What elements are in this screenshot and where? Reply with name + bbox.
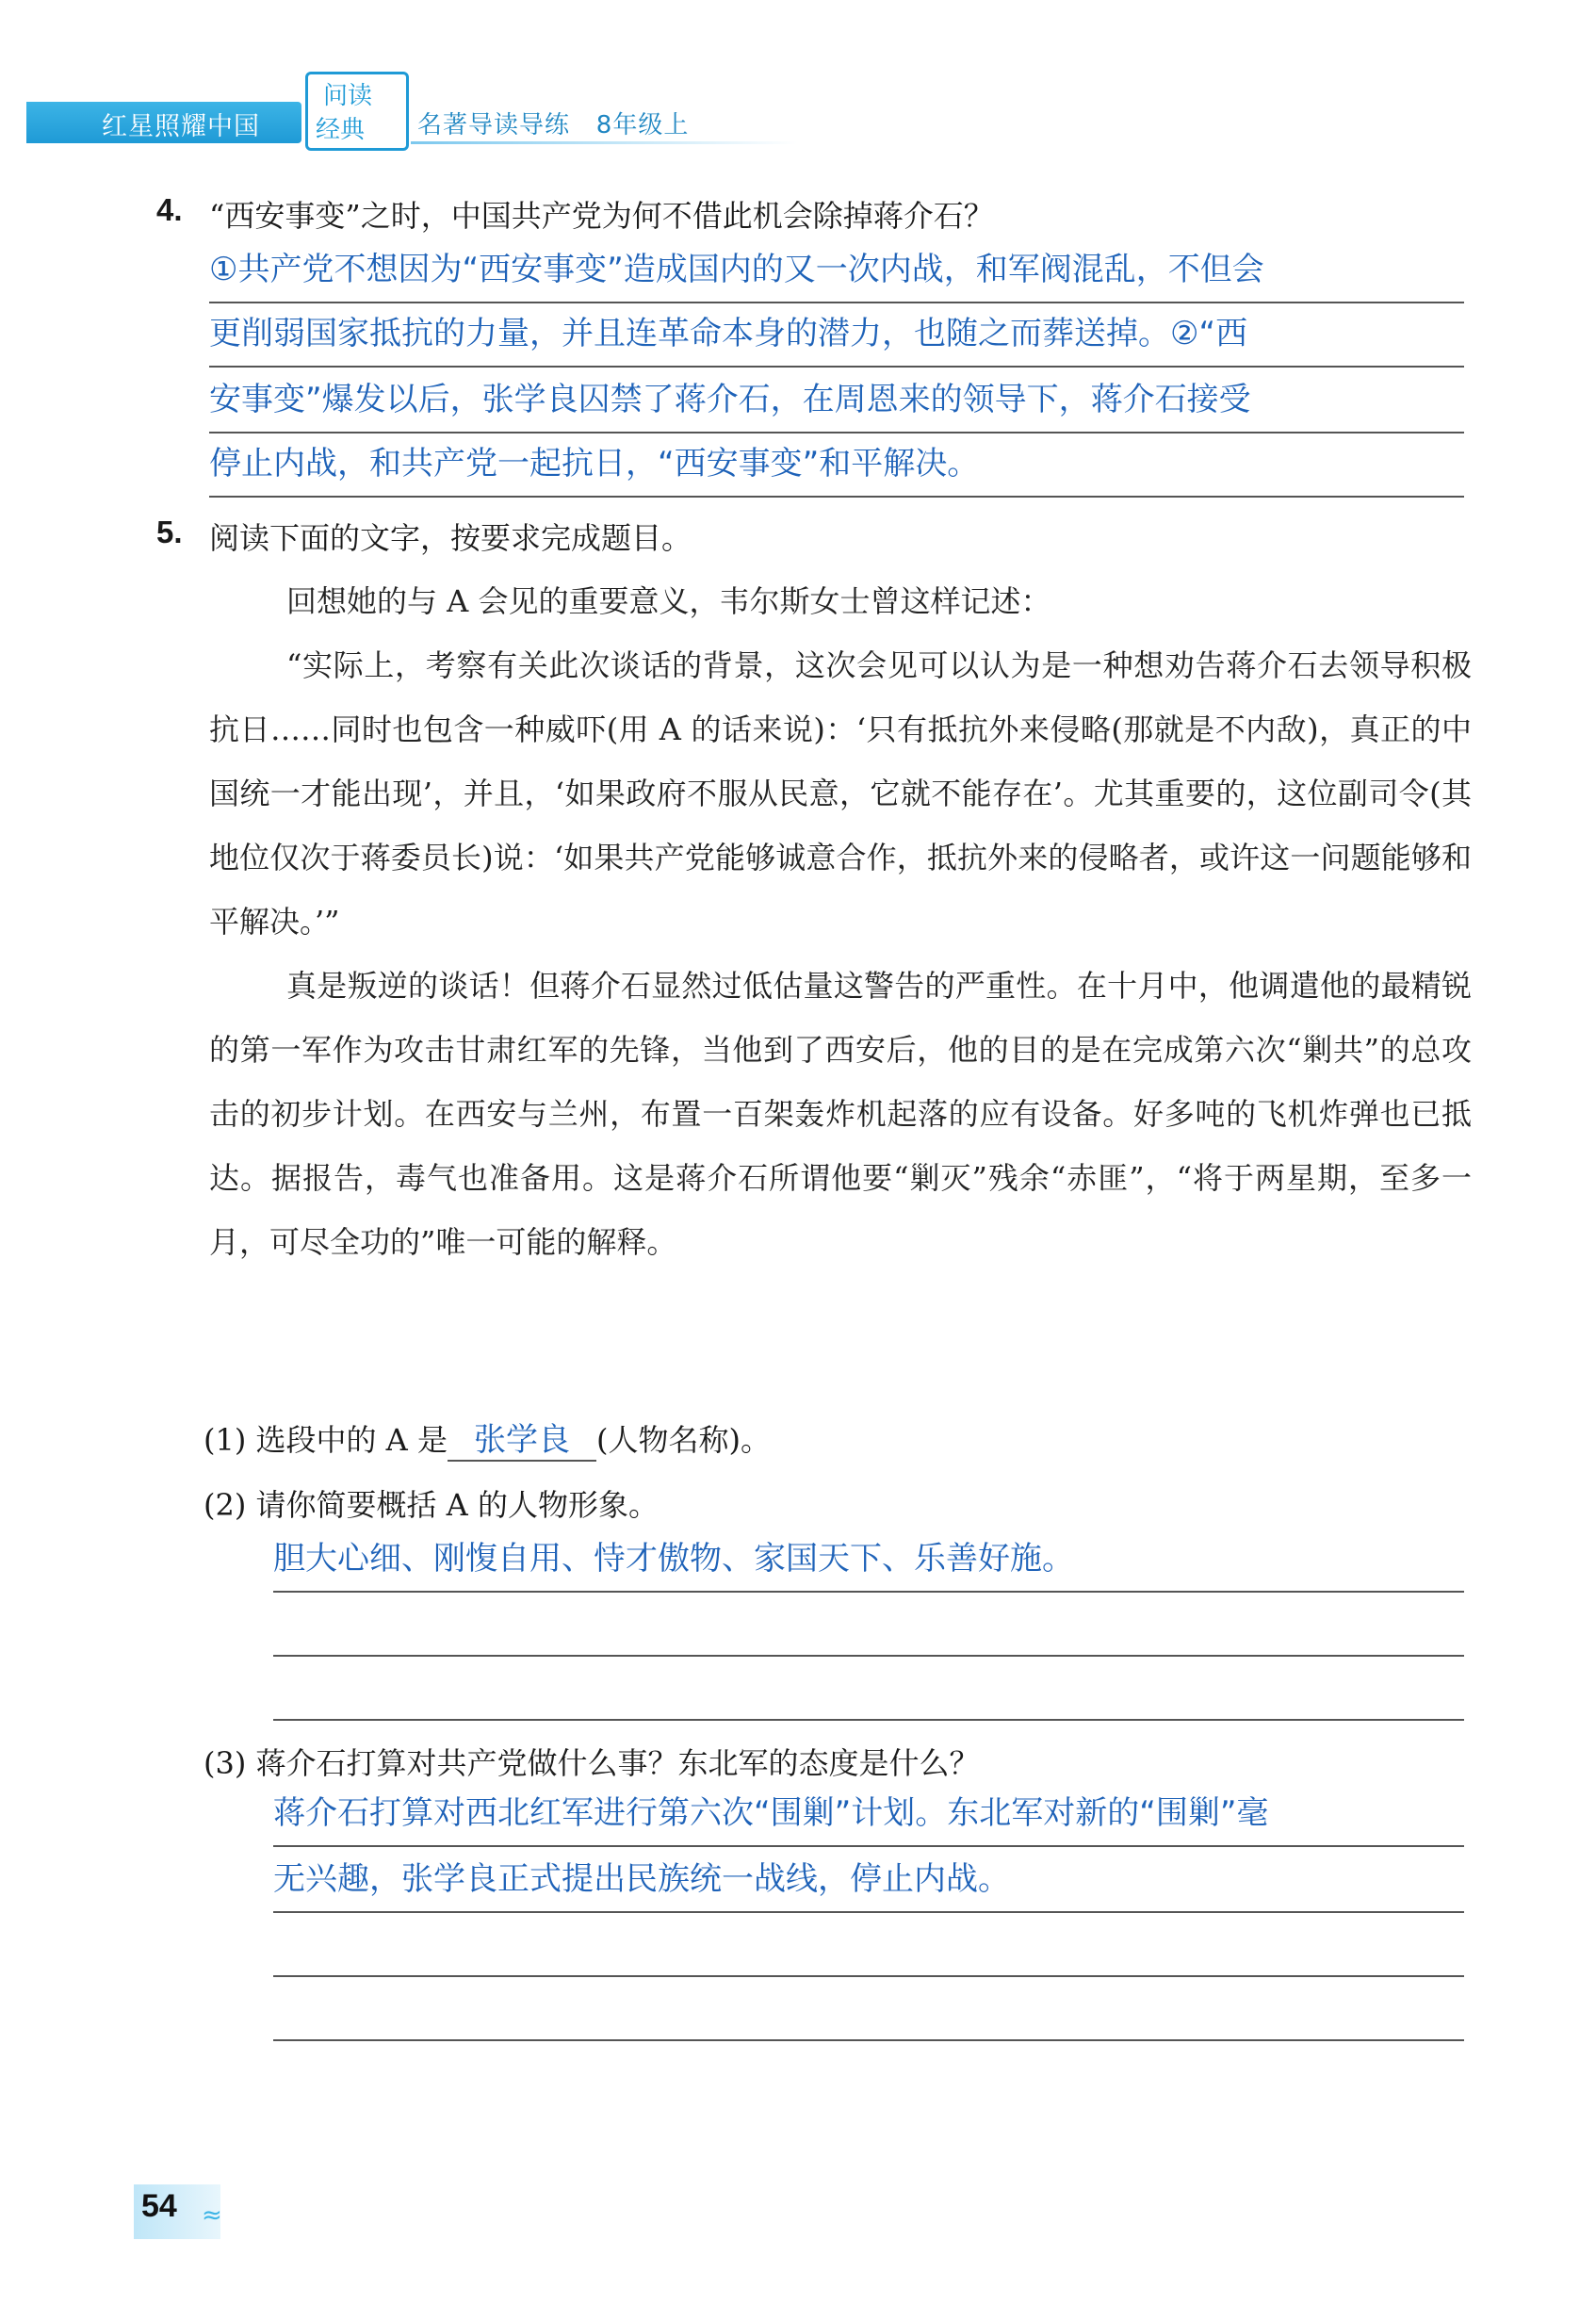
question-4-answer-line-4: 停止内战，和共产党一起抗日，“西安事变”和平解决。 (209, 432, 1464, 498)
series-logo (305, 72, 409, 151)
passage-paragraph-1: 回想她的与 A 会见的重要意义，韦尔斯女士曾这样记述： (286, 583, 1051, 619)
header-rule (411, 141, 797, 144)
sub-question-3-answer-line-1: 蒋介石打算对西北红军进行第六次“围剿”计划。东北军对新的“围剿”毫 (273, 1781, 1464, 1847)
page-header (26, 64, 799, 149)
sub-question-3: (3) 蒋介石打算对共产党做什么事？东北军的态度是什么？ (204, 1745, 980, 1781)
passage-paragraph-3: 真是叛逆的谈话！但蒋介石显然过低估量这警告的严重性。在十月中，他调遣他的最精锐的第一军作为攻击甘肃红军的先锋，当他到了西安后，他的目的是在完成第六次“剿共”的总攻击的初步计划。在西安与兰州，布置一百架轰炸机起落的应有设备。好多吨的飞机炸弹也已抵达。据报告，毒气也准备用。这是蒋介石所谓他要“剿灭”残余“赤匪”，“将于两星期，至多一月，可尽全功的”唯一可能的解释。 (209, 968, 1472, 1260)
question-5-number: 5. (156, 515, 183, 549)
passage-paragraph-2: “实际上，考察有关此次谈话的背景，这次会见可以认为是一种想劝告蒋介石去领导积极抗日……同时也包含一种威吓(用 A 的话来说)：‘只有抵抗外来侵略(那就是不内敌)，真正的中国统一才能出现’，并且，‘如果政府不服从民意，它就不能存在’。尤其重要的，这位副司令(其地位仅次于蒋委员长)说：‘如果共产党能够诚意合作，抵抗外来的侵略者，或许这一问题能够和平解决。’” (209, 647, 1472, 940)
wave-decoration-icon: ≈ (202, 2201, 222, 2230)
sub-question-1-suffix: (人物名称)。 (595, 1422, 771, 1458)
sub-question-2-answer-line-1: 胆大心细、刚愎自用、恃才傲物、家国天下、乐善好施。 (273, 1527, 1464, 1593)
question-4-answer-line-1: ①共产党不想因为“西安事变”造成国内的又一次内战，和军阀混乱，不但会 (209, 237, 1464, 303)
question-4-stem: “西安事变”之时，中国共产党为何不借此机会除掉蒋介石？ (209, 198, 994, 234)
sub-question-2-answer-line-3 (273, 1655, 1464, 1721)
book-title: 红星照耀中国 (102, 112, 260, 141)
question-4-answer-line-3: 安事变”爆发以后，张学良囚禁了蒋介石，在周恩来的领导下，蒋介石接受 (209, 368, 1464, 433)
sub-question-1 (204, 1414, 771, 1462)
book-subtitle: 名著导读导练 8年级上 (417, 111, 690, 139)
sub-question-1-prefix: (1) 选段中的 A 是 (204, 1422, 448, 1458)
sub-question-3-answer-line-3 (273, 1911, 1464, 1977)
series-logo-top: 问读 (323, 82, 373, 110)
sub-question-3-answer-line-4 (273, 1975, 1464, 2041)
sub-question-3-answer-line-2: 无兴趣，张学良正式提出民族统一战线，停止内战。 (273, 1847, 1464, 1913)
question-4-answer-line-2: 更削弱国家抵抗的力量，并且连革命本身的潜力，也随之而葬送掉。②“西 (209, 302, 1464, 368)
series-logo-bottom: 经典 (316, 116, 366, 144)
sub-question-2-answer-line-2 (273, 1591, 1464, 1657)
reading-passage (209, 569, 1472, 1274)
question-5-stem: 阅读下面的文字，按要求完成题目。 (209, 520, 692, 556)
sub-question-2: (2) 请你简要概括 A 的人物形象。 (204, 1487, 659, 1523)
page-number: 54 (141, 2188, 177, 2224)
question-4-number: 4. (156, 192, 183, 227)
sub-question-1-answer: 张学良 (448, 1414, 596, 1462)
